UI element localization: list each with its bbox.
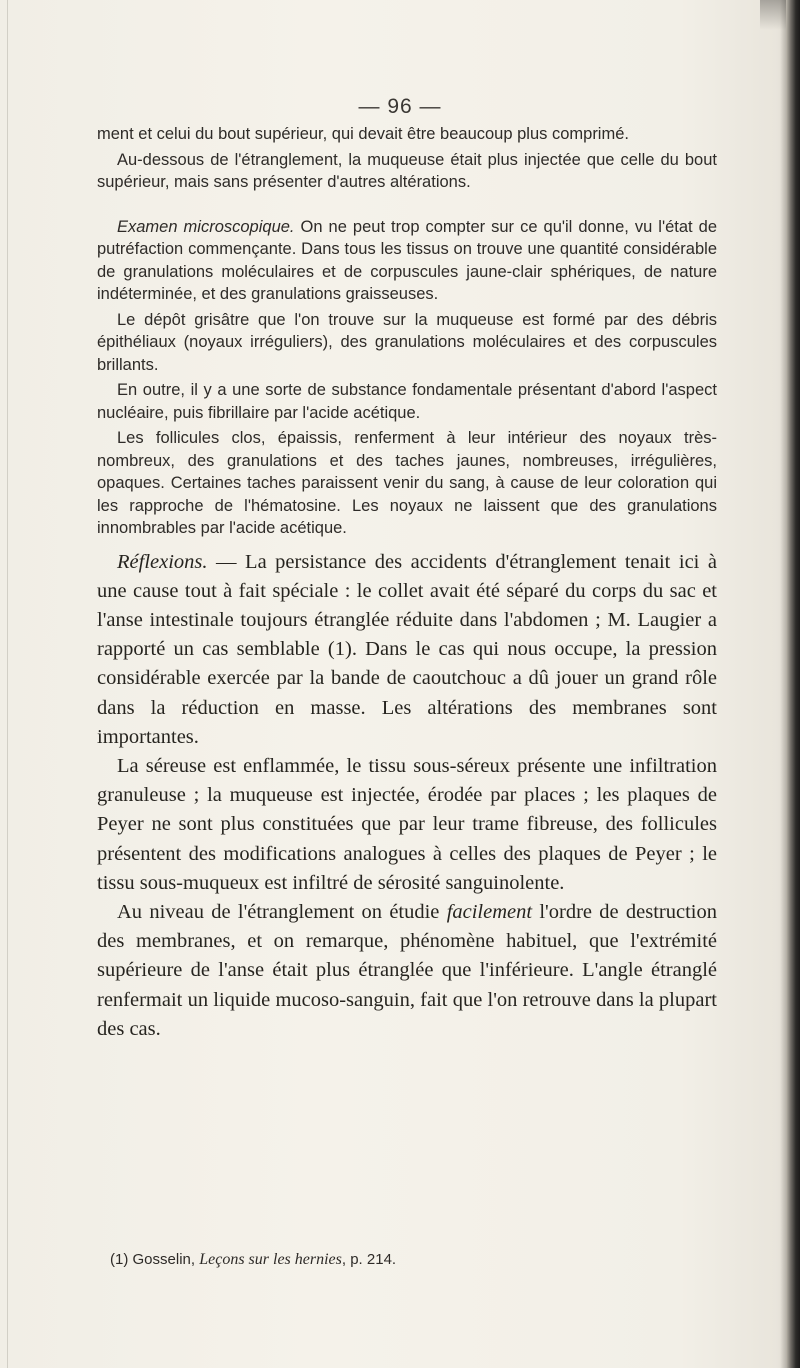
- paragraph: Les follicules clos, épaissis, renferment à leur intérieur des noyaux très-nombreux, des granulations et des taches jaunes, nombreuses, irrégulières, opaques. Certaines taches paraissent venir du sang, à cause de leur coloration qui les rapproche de l'hématosine. Les noyaux ne laissent que des granulations innombrables par l'acide acétique.: [97, 429, 717, 537]
- footnote-page: , p. 214.: [341, 1251, 397, 1268]
- section-heading: Réflexions.: [117, 550, 208, 573]
- small-type-section: [97, 123, 717, 540]
- paragraph-last: [97, 898, 717, 1044]
- page-number: — 96 —: [358, 95, 442, 118]
- book-binding-edge: [786, 0, 800, 1368]
- paragraph-body: — La persistance des accidents d'étranglement tenait ici à une cause tout à fait spéciale : le collet avait été séparé du corps du sac et l'anse intestinale toujours étranglée réduite dans l'abdomen ; M. Laugier a rapporté un cas semblable (1). Dans le cas qui nous occupe, la pression considérable exercée par la bande de caoutchouc a dû jouer un grand rôle dans la réduction en masse. Les altérations des membranes sont importantes.: [97, 550, 717, 748]
- text-run: Au niveau de l'étranglement on étudie: [117, 900, 447, 923]
- paragraph-reflexions: [97, 548, 717, 752]
- large-type-section: [97, 548, 717, 1044]
- scan-edge-line: [7, 0, 8, 1368]
- footnote-author: Gosselin,: [128, 1251, 200, 1268]
- paragraph: La séreuse est enflammée, le tissu sous-séreux présente une infiltration granuleuse ; la muqueuse est injectée, érodée par places ; les plaques de Peyer ne sont plus constituées que par leur trame fibreuse, des follicules présentent des modifications analogues à celles des plaques de Peyer ; le tissu sous-muqueux est infiltré de sérosité sanguinolente.: [97, 754, 717, 894]
- text-run: l'ordre de destruction des membranes, et on remarque, phénomène habituel, que l'extrémité supérieure de l'anse était plus étranglée que l'inférieure. L'angle étranglé renfermait un liquide mucoso-sanguin, fait que l'on retrouve dans la plupart des cas.: [97, 900, 717, 1040]
- footnote: [110, 1251, 396, 1269]
- body-text: [97, 123, 717, 1044]
- footnote-marker: (1): [110, 1251, 129, 1268]
- paragraph-body: On ne peut trop compter sur ce qu'il donne, vu l'état de putréfaction commençante. Dans tous les tissus on trouve une quantité considérable de granulations moléculaires et de corpuscules jaune-clair sphériques, de nature indéterminée, et des granulations graisseuses.: [97, 217, 717, 303]
- paragraph: En outre, il y a une sorte de substance fondamentale présentant d'abord l'aspect nucléaire, puis fibrillaire par l'acide acétique.: [97, 381, 717, 422]
- paragraph: Le dépôt grisâtre que l'on trouve sur la muqueuse est formé par des débris épithéliaux (noyaux irréguliers), des granulations moléculaires et des corpuscules brillants.: [97, 310, 717, 374]
- section-heading: Examen microscopique.: [117, 217, 295, 236]
- emphasis: facilement: [446, 900, 533, 923]
- footnote-title: Leçons sur les hernies: [199, 1251, 342, 1268]
- paragraph: ment et celui du bout supérieur, qui devait être beaucoup plus comprimé.: [97, 125, 629, 143]
- paragraph: Au-dessous de l'étranglement, la muqueuse était plus injectée que celle du bout supérieur, mais sans présenter d'autres altérations.: [97, 150, 717, 191]
- paragraph-microscopy: [97, 216, 717, 306]
